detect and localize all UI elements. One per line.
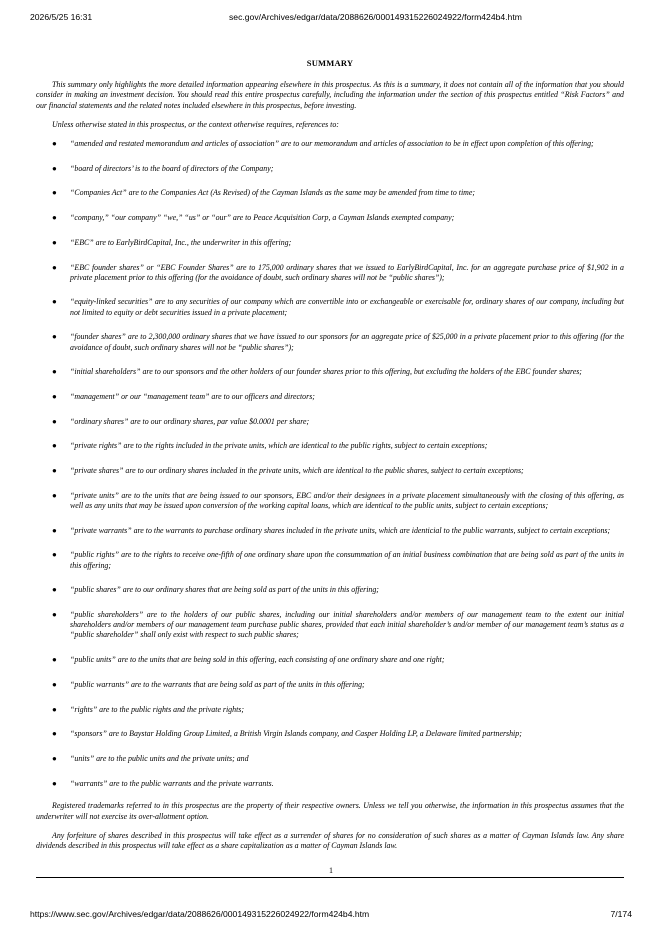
definition-item <box>36 526 624 536</box>
definition-item <box>36 392 624 402</box>
footer-divider <box>36 877 624 878</box>
definition-text: “rights” are to the public rights and the private rights; <box>70 704 244 714</box>
definition-item <box>36 297 624 317</box>
definition-text: “units” are to the public units and the private units; and <box>70 753 249 763</box>
print-footer-url: https://www.sec.gov/Archives/edgar/data/2088626/000149315226024922/form424b4.htm <box>30 909 370 919</box>
bullet-icon: ● <box>52 391 57 401</box>
definition-item <box>36 705 624 715</box>
definition-text: “public warrants” are to the warrants that are being sold as part of the units in this offering; <box>70 679 365 689</box>
definition-item <box>36 263 624 283</box>
definition-text: “warrants” are to the public warrants and the private warrants. <box>70 778 274 788</box>
bullet-icon: ● <box>52 262 57 272</box>
definition-item <box>36 466 624 476</box>
bullet-icon: ● <box>52 188 57 198</box>
forfeiture-paragraph: Any forfeiture of shares described in this prospectus will take effect as a surrender of shares for no consideration of such shares as a matter of Cayman Islands law. Any share dividends described in this prospectus will take effect as a share capitalization as a matter of Cayman Islands law. <box>36 830 624 850</box>
bullet-icon: ● <box>52 441 57 451</box>
definition-text: “equity-linked securities” are to any securities of our company which are convertible into or exchangeable or exercisable for, ordinary shares of our company, including but not limited to equity or debt securities issued in a private placement; <box>70 297 624 317</box>
print-title-url: sec.gov/Archives/edgar/data/2088626/000149315226024922/form424b4.htm <box>229 12 522 22</box>
definition-text: “public rights” are to the rights to receive one-fifth of one ordinary share upon the consummation of an initial business combination that are being sold as part of the units in this offering; <box>70 550 624 570</box>
browser-print-footer <box>0 905 662 925</box>
bullet-icon: ● <box>52 704 57 714</box>
bullet-icon: ● <box>52 367 57 377</box>
browser-print-header <box>0 0 662 22</box>
definition-item <box>36 332 624 352</box>
trademarks-paragraph: Registered trademarks referred to in this prospectus are the property of their respective owners. Unless we tell you otherwise, the information in this prospectus assumes that the underwriter will not exercise its over-allotment option. <box>36 801 624 821</box>
bullet-icon: ● <box>52 163 57 173</box>
lead-paragraph: Unless otherwise stated in this prospectus, or the context otherwise requires, references to: <box>52 119 339 129</box>
definition-item <box>36 754 624 764</box>
page-title: SUMMARY <box>306 58 354 68</box>
definition-item <box>36 680 624 690</box>
definitions-list <box>36 139 624 789</box>
definition-text: “sponsors” are to Baystar Holding Group Limited, a British Virgin Islands company, and Casper Holding LP, a Delaware limited partnership; <box>70 729 522 739</box>
bullet-icon: ● <box>52 237 57 247</box>
definition-item <box>36 417 624 427</box>
definition-item <box>36 779 624 789</box>
definition-text: “founder shares” are to 2,300,000 ordinary shares that we have issued to our sponsors for an aggregate price of $25,000 in a private placement prior to this offering (for the avoidance of doubt, such ordinary shares will not be “public shares”); <box>70 332 624 352</box>
definition-item <box>36 238 624 248</box>
definition-item <box>36 491 624 511</box>
bullet-icon: ● <box>52 609 57 619</box>
definition-text: “amended and restated memorandum and articles of association” are to our memorandum and articles of association to be in effect upon completion of this offering; <box>70 139 594 149</box>
definition-text: “initial shareholders” are to our sponsors and the other holders of our founder shares prior to this offering, but excluding the holders of the EBC founder shares; <box>70 367 582 377</box>
definition-text: “public shares” are to our ordinary shares that are being sold as part of the units in this offering; <box>70 585 379 595</box>
definition-text: “Companies Act” are to the Companies Act (As Revised) of the Cayman Islands as the same may be amended from time to time; <box>70 188 475 198</box>
definition-item <box>36 610 624 641</box>
bullet-icon: ● <box>52 213 57 223</box>
definition-item <box>36 441 624 451</box>
definition-text: “ordinary shares” are to our ordinary shares, par value $0.0001 per share; <box>70 416 310 426</box>
definition-text: “EBC” are to EarlyBirdCapital, Inc., the underwriter in this offering; <box>70 237 292 247</box>
bullet-icon: ● <box>52 655 57 665</box>
definition-item <box>36 550 624 570</box>
bullet-icon: ● <box>52 297 57 307</box>
bullet-icon: ● <box>52 585 57 595</box>
definition-text: “board of directors’ is to the board of directors of the Company; <box>70 163 274 173</box>
definition-text: “private warrants” are to the warrants to purchase ordinary shares included in the private units, which are identicial to the public warrants, subject to certain exceptions; <box>70 525 611 535</box>
bullet-icon: ● <box>52 416 57 426</box>
definition-text: “public shareholders” are to the holders of our public shares, including our initial shareholders and/or members of our management team to the extent our initial shareholders and/or members of our management team purchase public shares, provided that each initial shareholder’s and/or member of our management team’s status as a “public shareholder” shall only exist with respect to such public shares; <box>70 609 624 640</box>
definition-item <box>36 585 624 595</box>
bullet-icon: ● <box>52 679 57 689</box>
definition-item <box>36 367 624 377</box>
bullet-icon: ● <box>52 550 57 560</box>
definition-text: “public units” are to the units that are being sold in this offering, each consisting of one ordinary share and one right; <box>70 655 445 665</box>
print-timestamp: 2026/5/25 16:31 <box>30 12 93 22</box>
definition-text: “private shares” are to our ordinary shares included in the private units, which are identical to the public shares, subject to certain exceptions; <box>70 466 524 476</box>
bullet-icon: ● <box>52 778 57 788</box>
definition-item <box>36 139 624 149</box>
definition-text: “management” or our “management team” are to our officers and directors; <box>70 391 315 401</box>
document-body <box>36 58 624 860</box>
bullet-icon: ● <box>52 753 57 763</box>
bullet-icon: ● <box>52 525 57 535</box>
bullet-icon: ● <box>52 490 57 500</box>
bullet-icon: ● <box>52 139 57 149</box>
definition-item <box>36 164 624 174</box>
page-number: 1 <box>329 866 333 875</box>
bullet-icon: ● <box>52 466 57 476</box>
definition-item <box>36 188 624 198</box>
definition-text: “private rights” are to the rights included in the private units, which are identical to the public rights, subject to certain exceptions; <box>70 441 488 451</box>
intro-paragraph: This summary only highlights the more detailed information appearing elsewhere in this prospectus. As this is a summary, it does not contain all of the information that you should consider in making an investment decision. You should read this entire prospectus carefully, including the information under the section of this prospectus entitled “Risk Factors” and our financial statements and the related notes included elsewhere in this prospectus, before investing. <box>36 80 624 110</box>
definition-item <box>36 655 624 665</box>
definition-item <box>36 213 624 223</box>
bullet-icon: ● <box>52 332 57 342</box>
definition-text: “EBC founder shares” or “EBC Founder Shares” are to 175,000 ordinary shares that we issued to EarlyBirdCapital, Inc. for an aggregate purchase price of $1,902 in a private placement prior to this offering (for the avoidance of doubt, such ordinary shares will not be “public shares”); <box>70 262 624 282</box>
definition-text: “company,” “our company” “we,” “us” or “our” are to Peace Acquisition Corp, a Cayman Islands exempted company; <box>70 213 455 223</box>
definition-item <box>36 729 624 739</box>
print-page-count: 7/174 <box>610 909 632 919</box>
bullet-icon: ● <box>52 729 57 739</box>
definition-text: “private units” are to the units that are being issued to our sponsors, EBC and/or their designees in a private placement simultaneously with the closing of this offering, as well as any units that may be issued upon conversion of the working capital loans, which are identical to the public units, subject to certain exceptions; <box>70 490 624 510</box>
